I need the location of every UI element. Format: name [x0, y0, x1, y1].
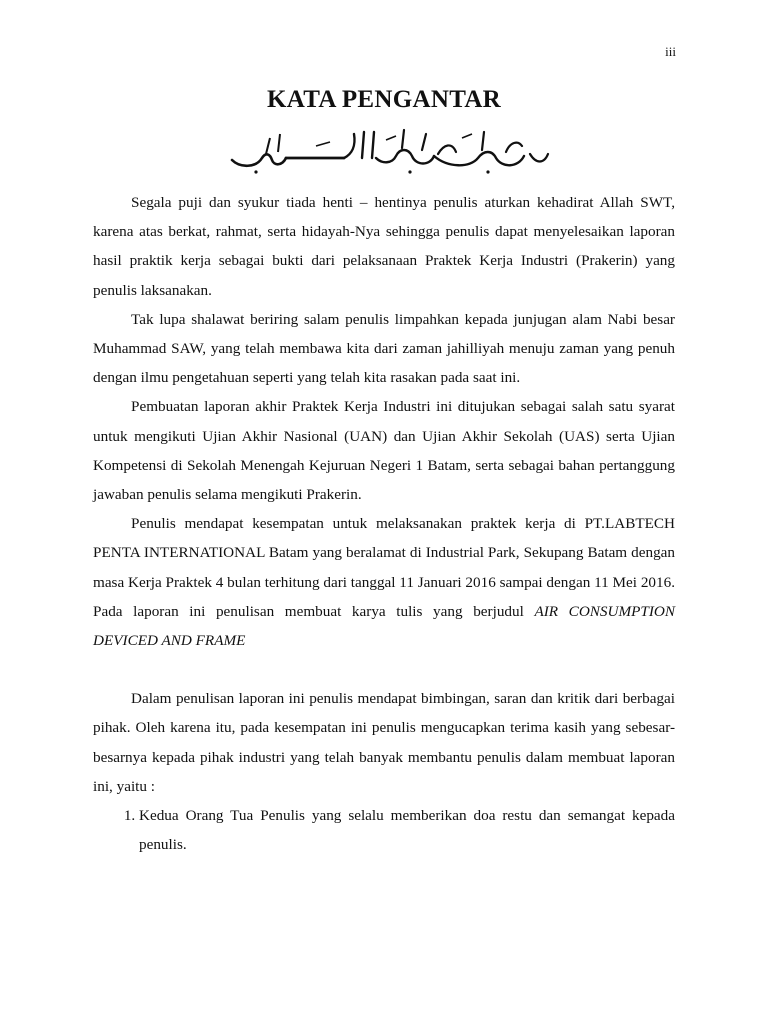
paragraph-4 [93, 509, 675, 655]
paragraph-3: Pembuatan laporan akhir Praktek Kerja Industri ini ditujukan sebagai salah satu syarat untuk mengikuti Ujian Akhir Nasional (UAN) dan Ujian Akhir Sekolah (UAS) serta Ujian Kompetensi di Sekolah Menengah Kejuruan Negeri 1 Batam, serta sebagai bahan pertanggung jawaban penulis selama mengikuti Prakerin. [93, 398, 675, 504]
body-text [93, 188, 675, 859]
report-title-italic: AIR CONSUMPTION DEVICED AND FRAME [93, 602, 676, 650]
page-title: KATA PENGANTAR [266, 86, 502, 113]
paragraph-5: Dalam penulisan laporan ini penulis mendapat bimbingan, saran dan kritik dari berbagai pihak. Oleh karena itu, pada kesempatan ini penulis mengucapkan terima kasih yang sebesar-besarnya kepada pihak industri yang telah banyak membantu penulis dalam membuat laporan ini, yaitu : [93, 690, 675, 795]
acknowledgement-list [93, 801, 675, 859]
list-item: 1. Kedua Orang Tua Penulis yang selalu memberikan doa restu dan semangat kepada penulis. [139, 801, 675, 859]
paragraph-2: Tak lupa shalawat beriring salam penulis limpahkan kepada junjugan alam Nabi besar Muhammad SAW, yang telah membawa kita dari zaman jahilliyah menuju zaman yang penuh dengan ilmu pengetahuan seperti yang telah kita rasakan pada saat ini. [93, 310, 675, 387]
paragraph-4-text: Penulis mendapat kesempatan untuk melaksanakan praktek kerja di PT.LABTECH PENTA INTERNATIONAL Batam yang beralamat di Industrial Park, Sekupang Batam dengan masa Kerja Praktek 4 bulan terhitung dari tanggal 11 Januari 2016 sampai dengan 11 Mei 2016. Pada laporan ini penulisan membuat karya tulis yang berjudul [93, 515, 675, 620]
basmalah-calligraphy [226, 124, 552, 176]
page-number: iii [665, 44, 676, 59]
paragraph-1: Segala puji dan syukur tiada henti – hentinya penulis aturkan kehadirat Allah SWT, karena atas berkat, rahmat, serta hidayah-Nya sehingga penulis dapat menyelesaikan laporan hasil praktik kerja sebagai bukti dari pelaksanaan Praktek Kerja Industri (Prakerin) yang penulis laksanakan. [93, 194, 675, 299]
